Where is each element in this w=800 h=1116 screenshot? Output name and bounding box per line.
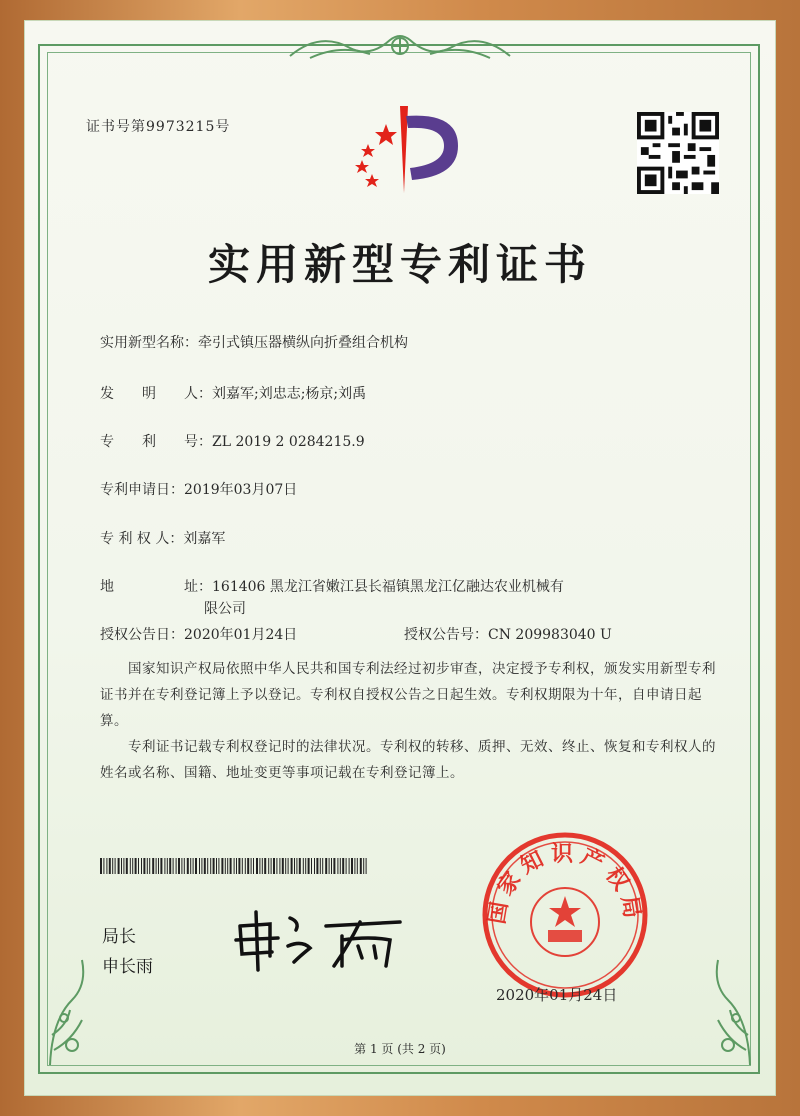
grant-number-label: 授权公告号： [404, 627, 488, 643]
patent-number-row [100, 431, 365, 451]
seal-date: 2020年01月24日 [496, 986, 618, 1004]
director-name: 申长雨 [102, 957, 153, 977]
inventor-row [100, 383, 366, 403]
inventor-label: 发 明 人： [100, 386, 212, 402]
director-title: 局长 [102, 927, 136, 947]
patent-holder-row [100, 528, 225, 548]
patent-holder-value: 刘嘉军 [183, 531, 226, 547]
page-indicator: 第 1 页 (共 2 页) [354, 1042, 446, 1056]
official-seal-icon [480, 830, 650, 1000]
legal-paragraph-2: 专利证书记载专利权登记时的法律状况。专利权的转移、质押、无效、终止、恢复和专利权人的姓名或名称、国籍、地址变更等事项记载在专利登记簿上。 [100, 739, 716, 781]
patent-holder-label: 专 利 权 人： [100, 531, 184, 547]
certificate-number: 证书号第9973215号 [86, 119, 231, 135]
filing-date-value: 2019年03月07日 [184, 482, 298, 498]
filing-date-label: 专利申请日： [100, 482, 184, 498]
address-value-line1: 161406 黑龙江省嫩江县长福镇黑龙江亿融达农业机械有 [212, 579, 564, 595]
seal-text: 国家知识产权局 [484, 842, 646, 926]
grant-date-value: 2020年01月24日 [184, 627, 298, 643]
barcode-icon [100, 858, 370, 874]
utility-model-name-value: 牵引式镇压器横纵向折叠组合机构 [198, 335, 408, 351]
utility-model-name-label: 实用新型名称： [100, 335, 198, 351]
grant-date-row [100, 624, 297, 644]
utility-model-name-row [100, 332, 408, 352]
legal-paragraph-1: 国家知识产权局依照中华人民共和国专利法经过初步审查，决定授予专利权，颁发实用新型专利证书并在专利登记簿上予以登记。专利权自授权公告之日起生效。专利权期限为十年，自申请日起算。 [100, 661, 716, 729]
address-row [100, 576, 564, 596]
grant-number-row [404, 624, 612, 644]
grant-number-value: CN 209983040 U [488, 627, 612, 643]
patent-number-value: ZL 2019 2 0284215.9 [212, 434, 365, 450]
inventor-value: 刘嘉军;刘忠志;杨京;刘禹 [212, 386, 367, 402]
address-value-line2: 限公司 [204, 601, 246, 617]
certificate-title: 实用新型专利证书 [207, 240, 592, 289]
grant-date-label: 授权公告日： [100, 627, 184, 643]
qr-code-icon [637, 112, 719, 194]
director-signature-icon [230, 896, 410, 976]
filing-date-row [100, 479, 297, 499]
patent-number-label: 专 利 号： [100, 434, 212, 450]
top-ornament-icon [280, 26, 520, 66]
patent-office-emblem-icon [340, 98, 470, 198]
address-label: 地 址： [100, 579, 212, 595]
